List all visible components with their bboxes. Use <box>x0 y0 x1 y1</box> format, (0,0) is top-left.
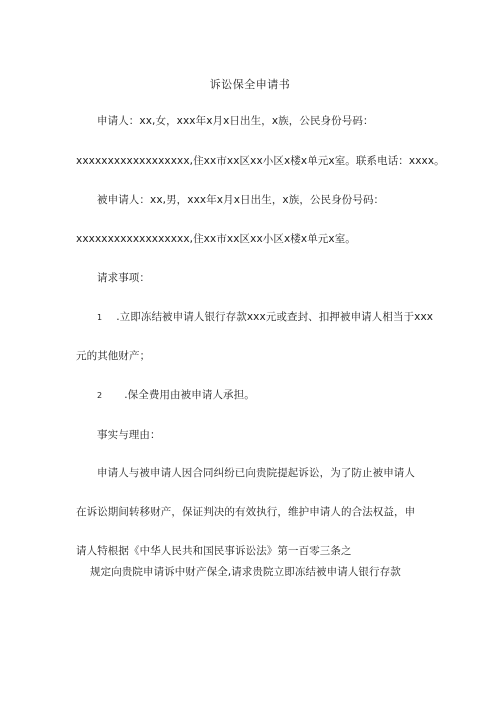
applicant-line-2: xxxxxxxxxxxxxxxxxx,住xx市xx区xx小区x楼x单元x室。联系电话：xxxx。 <box>76 155 445 167</box>
request-item-1-continuation: 元的其他财产； <box>76 350 151 362</box>
page-title: 诉讼保全申请书 <box>209 78 291 91</box>
facts-line-4: 规定向贵院申请诉中财产保全,请求贵院立即冻结被申请人银行存款 <box>90 566 401 578</box>
request-number: 2 <box>97 391 103 400</box>
facts-line-1: 申请人与被申请人因合同纠纷已向贵院提起诉讼，为了防止被申请人 <box>97 467 415 479</box>
request-item-2 <box>97 388 255 403</box>
request-number: 1 <box>97 313 103 322</box>
request-text: .立即冻结被申请人银行存款xxx元或查封、扣押被申请人相当于xxx <box>116 311 434 323</box>
facts-heading: 事实与理由： <box>97 429 161 441</box>
facts-line-3: 请人特根据《中华人民共和国民事诉讼法》第一百零三条之 <box>76 545 352 557</box>
request-text: .保全费用由被申请人承担。 <box>124 389 255 401</box>
facts-line-2: 在诉讼期间转移财产，保证判决的有效执行，维护申请人的合法权益，申 <box>76 506 416 518</box>
request-item-1 <box>97 310 433 325</box>
respondent-line-2: xxxxxxxxxxxxxxxxxx,住xx市xx区xx小区x楼x单元x室。 <box>76 233 356 245</box>
applicant-line-1: 申请人：xx,女，xxx年x月x日出生，x族，公民身份号码： <box>97 115 374 127</box>
respondent-line-1: 被申请人：xx,男，xxx年x月x日出生，x族，公民身份号码： <box>97 194 385 206</box>
requests-heading: 请求事项： <box>97 272 150 284</box>
